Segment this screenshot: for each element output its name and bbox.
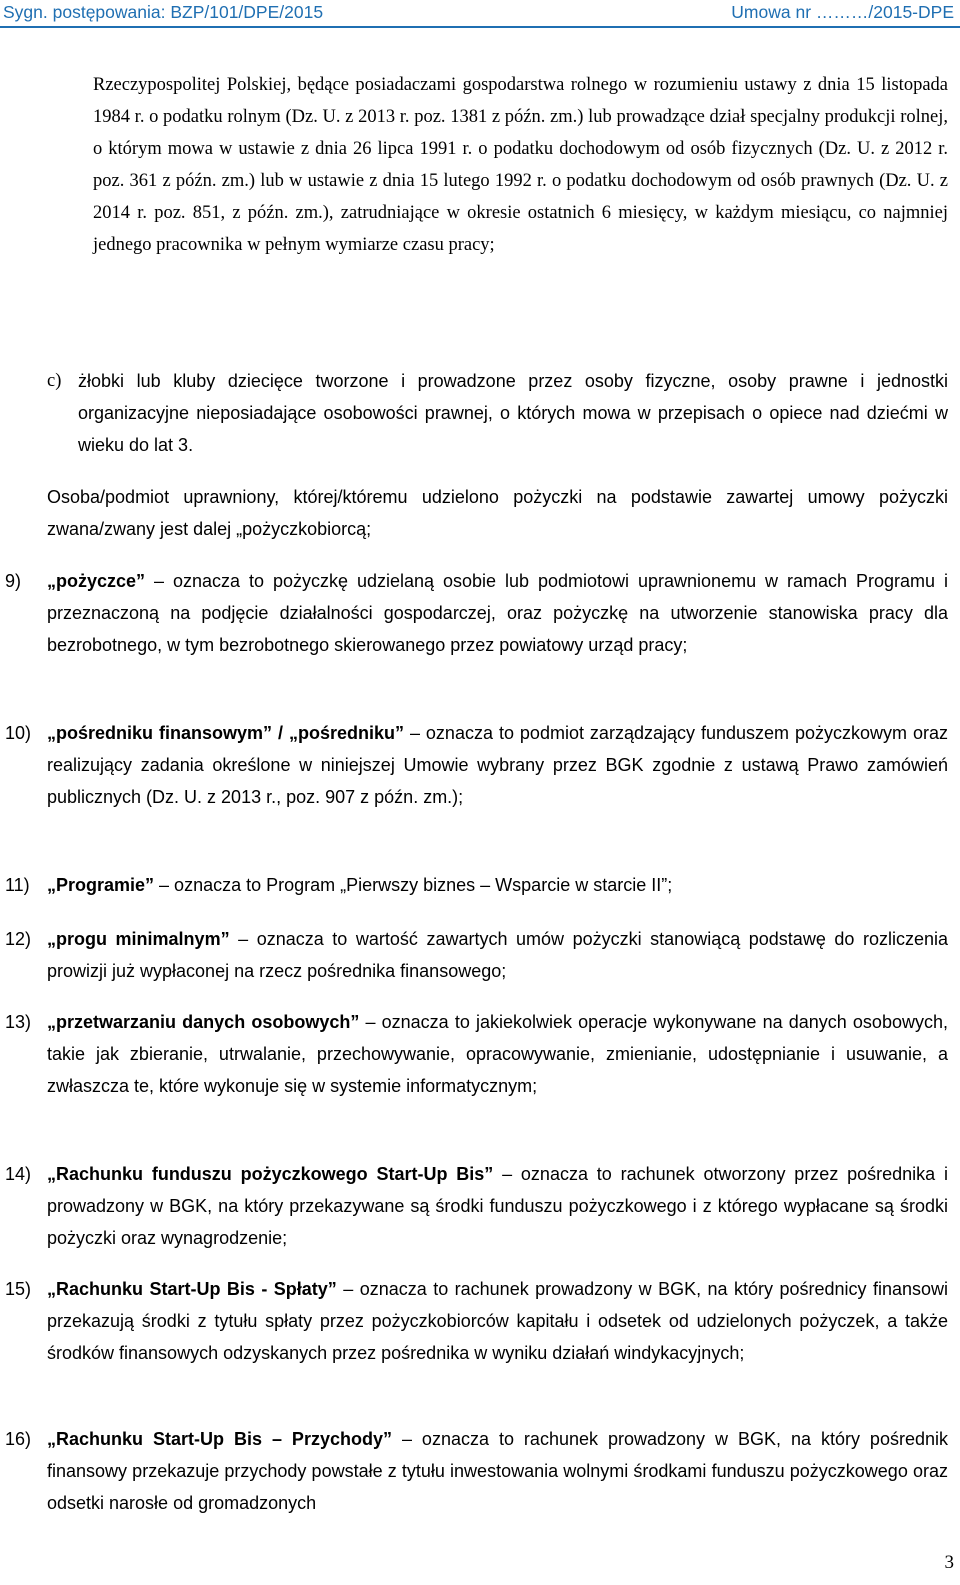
item-c-label: c) bbox=[47, 371, 62, 391]
item-number: 9) bbox=[5, 571, 22, 591]
definition-item bbox=[47, 1273, 948, 1369]
definition-term: „Rachunku Start-Up Bis - Spłaty” bbox=[47, 1279, 337, 1299]
item-number: 16) bbox=[5, 1429, 32, 1449]
definition-item bbox=[47, 923, 948, 987]
definition-term: „przetwarzaniu danych osobowych” bbox=[47, 1012, 360, 1032]
definition-item bbox=[47, 565, 948, 661]
item-c-text: żłobki lub kluby dziecięce tworzone i prowadzone przez osoby fizyczne, osoby prawne i jednostki organizacyjne nieposiadające osobowości prawnej, o których mowa w przepisach o opiece nad dziećmi w wieku do lat 3. bbox=[78, 371, 948, 455]
item-number: 13) bbox=[5, 1012, 32, 1032]
definition-term: „progu minimalnym” bbox=[47, 929, 230, 949]
definition-text: – oznacza to rachunek prowadzony w BGK, na który pośrednik finansowy przekazuje przychody powstałe z tytułu inwestowania wolnymi środkami funduszu pożyczkowego oraz odsetki narosłe od gromadzonych bbox=[47, 1429, 948, 1513]
page-number: 3 bbox=[944, 1552, 954, 1573]
definition-item bbox=[47, 1006, 948, 1102]
contract-number: Umowa nr ………/2015-DPE bbox=[731, 2, 954, 22]
borrower-definition: Osoba/podmiot uprawniony, której/któremu udzielono pożyczki na podstawie zawartej umowy pożyczki zwana/zwany jest dalej „pożyczkobiorcą; bbox=[47, 487, 948, 539]
paragraph-continuation: Rzeczypospolitej Polskiej, będące posiadaczami gospodarstwa rolnego w rozumieniu ustawy z dnia 15 listopada 1984 r. o podatku rolnym (Dz. U. z 2013 r. poz. 1381 z późn. zm.) lub prowadzące dział specjalny produkcji rolnej, o którym mowa w ustawie z dnia 26 lipca 1991 r. o podatku dochodowym od osób fizycznych (Dz. U. z 2012 r. poz. 361 z późn. zm.) lub w ustawie z dnia 15 lutego 1992 r. o podatku dochodowym od osób prawnych (Dz. U. z 2014 r. poz. 851, z późn. zm.), zatrudniające w okresie ostatnich 6 miesięcy, w każdym miesiącu, co najmniej jednego pracownika w pełnym wymiarze czasu pracy; bbox=[93, 75, 948, 255]
definition-item bbox=[47, 1423, 948, 1519]
definition-item bbox=[47, 717, 948, 813]
definition-term: „pożyczce” bbox=[47, 571, 146, 591]
item-number: 10) bbox=[5, 723, 32, 743]
tender-reference: Sygn. postępowania: BZP/101/DPE/2015 bbox=[3, 2, 324, 22]
definition-text: – oznacza to rachunek prowadzony w BGK, na który pośrednicy finansowi przekazują środki z tytułu spłaty przez pożyczkobiorców kapitału i odsetek od udzielonych pożyczek, a także środków finansowych odzyskanych przez pośrednika w wyniku działań windykacyjnych; bbox=[47, 1279, 948, 1363]
item-number: 11) bbox=[5, 875, 30, 895]
definition-text: – oznacza to jakiekolwiek operacje wykonywane na danych osobowych, takie jak zbieranie, utrwalanie, przechowywanie, opracowywanie, zmienianie, udostępnianie i usuwanie, a zwłaszcza te, które wykonuje się w systemie informatycznym; bbox=[47, 1012, 948, 1096]
header-rule bbox=[0, 26, 960, 28]
definition-item bbox=[47, 1158, 948, 1254]
item-number: 12) bbox=[5, 929, 32, 949]
definition-item bbox=[47, 869, 948, 901]
definition-term: „Rachunku funduszu pożyczkowego Start-Up Bis” bbox=[47, 1164, 494, 1184]
item-number: 14) bbox=[5, 1164, 32, 1184]
definition-text: – oznacza to pożyczkę udzielaną osobie lub podmiotowi uprawnionemu w ramach Programu i przeznaczoną na podjęcie działalności gospodarczej, oraz pożyczkę na utworzenie stanowiska pracy dla bezrobotnego, w tym bezrobotnego skierowanego przez powiatowy urząd pracy; bbox=[47, 571, 948, 655]
definition-term: „pośredniku finansowym” / „pośredniku” bbox=[47, 723, 404, 743]
definition-text: – oznacza to Program „Pierwszy biznes – Wsparcie w starcie II”; bbox=[154, 875, 673, 895]
definition-term: „Rachunku Start-Up Bis – Przychody” bbox=[47, 1429, 392, 1449]
definition-text: – oznacza to rachunek otworzony przez pośrednika i prowadzony w BGK, na który przekazywane są środki funduszu pożyczkowego i z którego wypłacane są środki pożyczki oraz wynagrodzenie; bbox=[47, 1164, 949, 1248]
page-header bbox=[0, 0, 960, 28]
definition-text: – oznacza to wartość zawartych umów pożyczki stanowiącą podstawę do rozliczenia prowizji już wypłaconej na rzecz pośrednika finansowego; bbox=[47, 929, 948, 981]
definition-term: „Programie” bbox=[47, 875, 155, 895]
definition-text: – oznacza to podmiot zarządzający funduszem pożyczkowym oraz realizujący zadania określone w niniejszej Umowie wybrany przez BGK zgodnie z ustawą Prawo zamówień publicznych (Dz. U. z 2013 r., poz. 907 z późn. zm.); bbox=[47, 723, 948, 807]
item-number: 15) bbox=[5, 1279, 32, 1299]
